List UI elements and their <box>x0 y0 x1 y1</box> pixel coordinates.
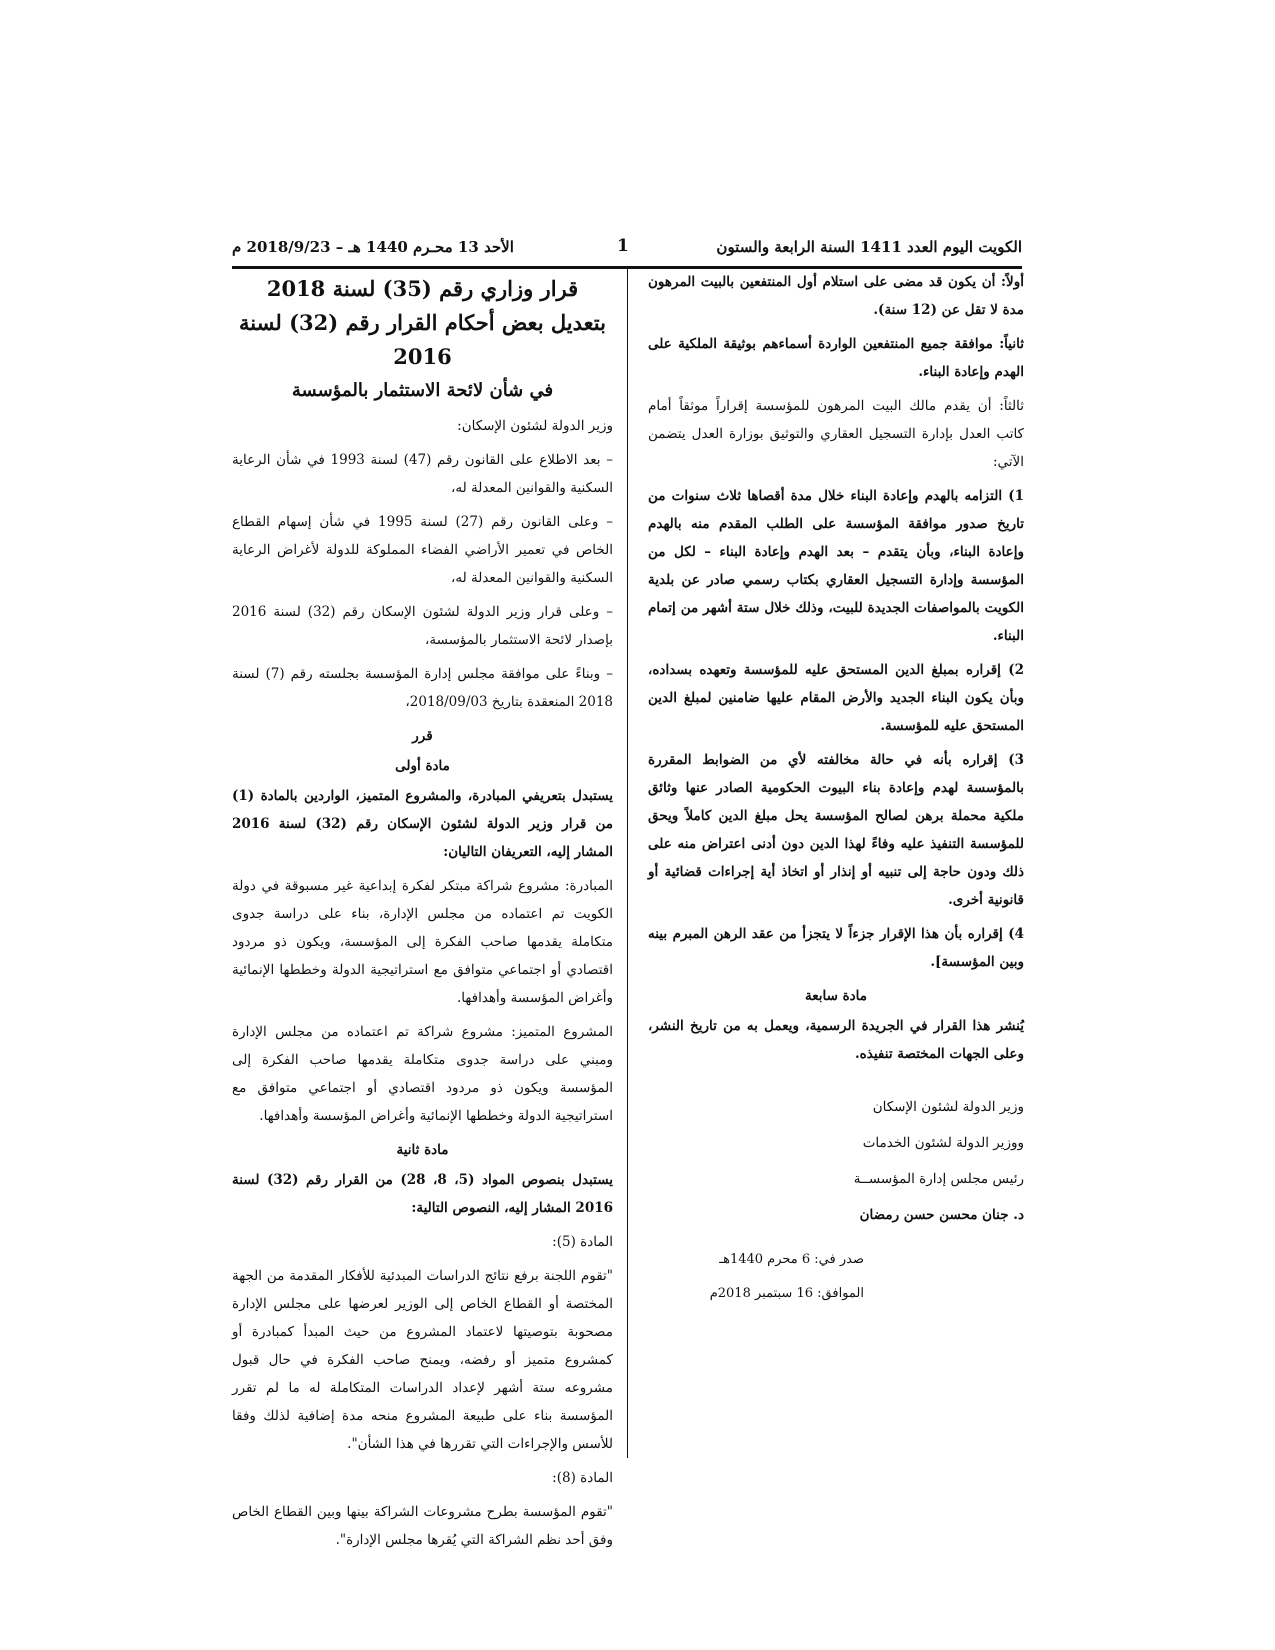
signatory-name: د. جنان محسن حسن رمضان <box>859 1207 1024 1223</box>
article-seven-text: يُنشر هذا القرار في الجريدة الرسمية، ويعمل به من تاريخ النشر، وعلى الجهات المختصة تنفيذه. <box>648 1018 1024 1062</box>
issued-gregorian-date: الموافق: 16 سبتمبر 2018م <box>709 1286 864 1301</box>
column-divider <box>627 268 628 1458</box>
issued-hijri-date: صدر في: 6 محرم 1440هـ <box>719 1252 864 1267</box>
condition-third: ثالثاً: أن يقدم مالك البيت المرهون للمؤسسة إقراراً موثقاً أمام كاتب العدل بإدارة التسجيل العقاري والتوثيق بوزارة العدل يتضمن الآتي: <box>648 398 1024 470</box>
signature-line: ووزير الدولة لشئون الخدمات <box>862 1135 1024 1151</box>
issue-date-block <box>648 1246 1024 1308</box>
article8-label: المادة (8): <box>552 1470 613 1486</box>
preamble-minister: وزير الدولة لشئون الإسكان: <box>457 418 613 434</box>
decided-label: قرر <box>412 728 433 744</box>
page-header <box>232 236 1022 262</box>
pledge-item-2: 2) إقراره بمبلغ الدين المستحق عليه للمؤسسة وتعهده بسداده، وبأن يكون البناء الجديد والأرض المقام عليها ضامنين لمبلغ الدين المستحق عليه للمؤسسة. <box>648 662 1024 734</box>
article-two-text: يستبدل بنصوص المواد (5، 8، 28) من القرار رقم (32) لسنة 2016 المشار إليه، النصوص التالية: <box>232 1172 614 1216</box>
left-column <box>232 268 613 1560</box>
definition-initiative: المبادرة: مشروع شراكة مبتكر لفكرة إبداعية غير مسبوقة في دولة الكويت تم اعتماده من مجلس الإدارة، بناء على دراسة جدوى متكاملة يقدمها صاحب الفكرة إلى المؤسسة، ويكون ذو مردود اقتصادي أو اجتماعي متوافق مع استراتيجية الدولة وخططها الإنمائية وأغراض المؤسسة وأهدافها. <box>232 878 613 1006</box>
preamble-clause: – بعد الاطلاع على القانون رقم (47) لسنة 1993 في شأن الرعاية السكنية والقوانين المعدلة له، <box>232 452 613 496</box>
right-column <box>648 268 1024 1314</box>
header-date: الأحد 13 محـرم 1440 هـ – 2018/9/23 م <box>232 238 514 256</box>
preamble-clause: – وبناءً على موافقة مجلس إدارة المؤسسة بجلسته رقم (7) لسنة 2018 المنعقدة بتاريخ 2018/09/03، <box>232 666 613 710</box>
decision-title: قرار وزاري رقم (35) لسنة 2018 <box>266 276 579 301</box>
decision-subject: في شأن لائحة الاستثمار بالمؤسسة <box>291 380 554 401</box>
pledge-item-3: 3) إقراره بأنه في حالة مخالفته لأي من الضوابط المقررة بالمؤسسة لهدم وإعادة بناء البيوت الحكومية الصادر عنها وثائق ملكية محملة برهن لصالح المؤسسة يحل مبلغ الدين كاملاً ويحق للمؤسسة التنفيذ عليه وفاءً لهذا الدين دون أدنى اعتراض منه على ذلك ودون حاجة إلى تنبيه أو إنذار أو اتخاذ أية إجراءات قضائية أو قانونية أخرى. <box>648 752 1024 908</box>
article-seven-label: مادة سابعة <box>804 988 868 1004</box>
preamble-clause: – وعلى قرار وزير الدولة لشئون الإسكان رقم (32) لسنة 2016 بإصدار لائحة الاستثمار بالمؤسسة، <box>232 604 613 648</box>
article8-text: "تقوم المؤسسة بطرح مشروعات الشراكة بينها وبين القطاع الخاص وفق أحد نظم الشراكة التي يُقرها مجلس الإدارة". <box>232 1504 613 1548</box>
preamble-clause: – وعلى القانون رقم (27) لسنة 1995 في شأن إسهام القطاع الخاص في تعمير الأراضي الفضاء المملوكة للدولة لأغراض الرعاية السكنية والقوانين المعدلة له، <box>232 514 614 586</box>
page-number: 1 <box>617 236 629 256</box>
article5-label: المادة (5): <box>552 1234 613 1250</box>
condition-second: ثانياً: موافقة جميع المنتفعين الواردة أسماءهم بوثيقة الملكية على الهدم وإعادة البناء. <box>648 336 1024 380</box>
article-one-label: مادة أولى <box>395 758 450 774</box>
article-two-label: مادة ثانية <box>396 1142 449 1158</box>
definition-distinguished-project: المشروع المتميز: مشروع شراكة تم اعتماده من مجلس الإدارة ومبني على دراسة جدوى متكاملة يقدمها صاحب الفكرة إلى المؤسسة ويكون ذو مردود اقتصادي أو اجتماعي متوافق مع استراتيجية الدولة وخططها الإنمائية وأغراض المؤسسة وأهدافها. <box>232 1024 613 1124</box>
signature-line: رئيس مجلس إدارة المؤسســة <box>853 1171 1024 1187</box>
signature-block <box>648 1094 1024 1228</box>
pledge-item-4: 4) إقراره بأن هذا الإقرار جزءاً لا يتجزأ من عقد الرهن المبرم بينه وبين المؤسسة]. <box>648 926 1024 970</box>
pledge-item-1: 1) التزامه بالهدم وإعادة البناء خلال مدة أقصاها ثلاث سنوات من تاريخ صدور موافقة المؤسسة على الطلب المقدم منه بالهدم وإعادة البناء، وبأن يتقدم – بعد الهدم وإعادة البناء – لكل من المؤسسة وإدارة التسجيل العقاري بكتاب رسمي صادر عن بلدية الكويت بالمواصفات الجديدة للبيت، وذلك خلال ستة أشهر من إتمام البناء. <box>648 488 1024 644</box>
article5-text: "تقوم اللجنة برفع نتائج الدراسات المبدئية للأفكار المقدمة من الجهة المختصة أو القطاع الخاص إلى الوزير لعرضها على مجلس الإدارة مصحوبة بتوصيتها لاعتماد المشروع من حيث المبدأ كمبادرة أو كمشروع متميز أو رفضه، ويمنح صاحب الفكرة في حال قبول مشروعه ستة أشهر لإعداد الدراسات المتكاملة له ما لم تقرر المؤسسة بناء على طبيعة المشروع منحه مدة إضافية لذلك وفقا للأسس والإجراءات التي تقررها في هذا الشأن". <box>232 1268 613 1452</box>
signature-line: وزير الدولة لشئون الإسكان <box>872 1099 1024 1115</box>
article-one-text: يستبدل بتعريفي المبادرة، والمشروع المتميز، الواردين بالمادة (1) من قرار وزير الدولة لشئون الإسكان رقم (32) لسنة 2016 المشار إليه، التعريفان التاليان: <box>232 788 613 860</box>
decision-subtitle: بتعديل بعض أحكام القرار رقم (32) لسنة 2016 <box>239 310 606 369</box>
condition-first: أولاً: أن يكون قد مضى على استلام أول المنتفعين بالبيت المرهون مدة لا تقل عن (12 سنة). <box>648 274 1024 318</box>
header-issue-info: الكويت اليوم العدد 1411 السنة الرابعة والستون <box>716 238 1022 256</box>
